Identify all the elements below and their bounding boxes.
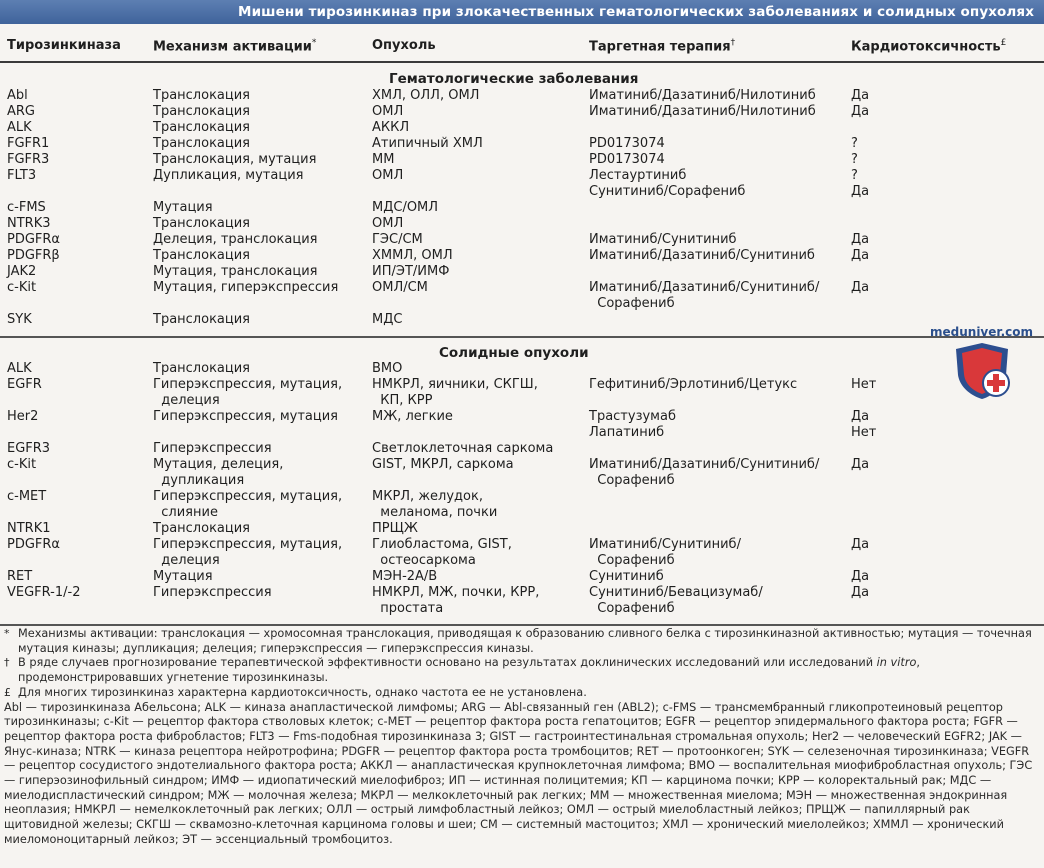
hematologic-cardiotoxicity-cell: ? Да bbox=[851, 168, 870, 199]
table-title: Мишени тирозинкиназ при злокачественных гематологических заболеваниях и солидных опухолях bbox=[238, 4, 1034, 20]
table-header bbox=[0, 38, 1044, 56]
solid-kinase-cell: Her2 bbox=[7, 409, 39, 424]
hematologic-kinase-cell: PDGFRβ bbox=[7, 248, 60, 263]
solid-therapy-cell: Сунитиниб/Бевацизумаб/ Сорафениб bbox=[589, 585, 763, 616]
section-solid: Солидные опухоли bbox=[439, 345, 589, 361]
hematologic-mechanism-cell: Дупликация, мутация bbox=[153, 168, 304, 183]
solid-tumor-cell: МЭН-2А/В bbox=[372, 569, 438, 584]
hematologic-cardiotoxicity-cell: Да bbox=[851, 104, 870, 119]
solid-tumor-cell: НМКРЛ, яичники, СКГШ, КП, КРР bbox=[372, 377, 538, 408]
hematologic-mechanism-cell: Мутация bbox=[153, 200, 213, 215]
footnote-mechanism bbox=[4, 627, 1040, 656]
hematologic-kinase-cell: Abl bbox=[7, 88, 28, 103]
hematologic-tumor-cell: ГЭС/СМ bbox=[372, 232, 423, 247]
footnote-mark-pound: £ bbox=[4, 685, 11, 699]
hematologic-tumor-cell: ХМЛ, ОЛЛ, ОМЛ bbox=[372, 88, 480, 103]
solid-cardiotoxicity-cell: Нет bbox=[851, 377, 877, 392]
solid-mechanism-cell: Гиперэкспрессия, мутация bbox=[153, 409, 338, 424]
solid-kinase-cell: ALK bbox=[7, 361, 32, 376]
hematologic-cardiotoxicity-cell: Да bbox=[851, 232, 870, 247]
section-hematologic: Гематологические заболевания bbox=[389, 71, 639, 87]
hematologic-kinase-cell: FGFR3 bbox=[7, 152, 50, 167]
hematologic-tumor-cell: МДС/ОМЛ bbox=[372, 200, 439, 215]
mechanism-footnote-mark: * bbox=[311, 38, 317, 48]
hematologic-cardiotoxicity-cell: ? bbox=[851, 136, 858, 151]
solid-therapy-cell: Иматиниб/Сунитиниб/ Сорафениб bbox=[589, 537, 741, 568]
hematologic-kinase-cell: PDGFRα bbox=[7, 232, 61, 247]
hematologic-mechanism-cell: Транслокация bbox=[153, 136, 251, 151]
footnote-mark-dagger: † bbox=[4, 656, 10, 670]
solid-mechanism-cell: Гиперэкспрессия, мутация, делеция bbox=[153, 377, 343, 408]
hematologic-mechanism-cell: Мутация, транслокация bbox=[153, 264, 318, 279]
solid-cardiotoxicity-cell: Да Нет bbox=[851, 409, 877, 440]
solid-kinase-cell: NTRK1 bbox=[7, 521, 51, 536]
hematologic-kinase-cell: ARG bbox=[7, 104, 35, 119]
watermark-text: meduniver.com bbox=[930, 325, 1034, 339]
hematologic-mechanism-cell: Транслокация, мутация bbox=[153, 152, 317, 167]
solid-tumor-cell: Светлоклеточная саркома bbox=[372, 441, 554, 456]
hematologic-tumor-cell: ОМЛ bbox=[372, 216, 404, 231]
solid-cardiotoxicity-cell: Да bbox=[851, 537, 870, 552]
hematologic-mechanism-cell: Транслокация bbox=[153, 120, 251, 135]
cardio-footnote-mark: £ bbox=[1000, 38, 1007, 48]
footnote-therapy-text-b: , продемонстрировавших угнетение тирозинкиназы. bbox=[18, 656, 924, 685]
hematologic-mechanism-cell: Транслокация bbox=[153, 88, 251, 103]
solid-therapy-cell: Иматиниб/Дазатиниб/Сунитиниб/ Сорафениб bbox=[589, 457, 820, 488]
footnote-mark-star: * bbox=[4, 627, 10, 640]
solid-mechanism-cell: Гиперэкспрессия, мутация, делеция bbox=[153, 537, 343, 568]
solid-therapy-cell: Сунитиниб bbox=[589, 569, 664, 584]
solid-tumor-cell: GIST, МКРЛ, саркома bbox=[372, 457, 514, 472]
solid-mechanism-cell: Транслокация bbox=[153, 521, 251, 536]
hematologic-kinase-cell: ALK bbox=[7, 120, 32, 135]
hematologic-kinase-cell: JAK2 bbox=[7, 264, 37, 279]
hematologic-tumor-cell: ММ bbox=[372, 152, 395, 167]
solid-cardiotoxicity-cell: Да bbox=[851, 457, 870, 472]
header-cardiotoxicity: Кардиотоксичность£ bbox=[851, 38, 1007, 55]
hematologic-kinase-cell: SYK bbox=[7, 312, 32, 327]
hematologic-tumor-cell: ИП/ЭТ/ИМФ bbox=[372, 264, 450, 279]
footnote-therapy bbox=[4, 656, 1040, 685]
solid-therapy-cell: Гефитиниб/Эрлотиниб/Цетукс bbox=[589, 377, 798, 392]
hematologic-mechanism-cell: Транслокация bbox=[153, 216, 251, 231]
header-rule bbox=[0, 61, 1044, 63]
solid-kinase-cell: EGFR bbox=[7, 377, 42, 392]
hematologic-tumor-cell: ОМЛ/СМ bbox=[372, 280, 428, 295]
footnote-abbreviations: Abl — тирозинкиназа Абельсона; ALK — киназа анапластической лимфомы; ARG — Abl-связанный ген (ABL2); c-FMS — трансмембранный гликопротеиновый рецептор тирозинкиназы; c-Kit — рецептор фактора стволовых клеток; c-MET — рецептор фактора роста гепатоцитов; EGFR — рецептор эпидермального фактора роста; FGFR — рецептор фактора роста фибробластов; FLT3 — Fms-подобная тирозинкиназа 3; GIST — гастроинтестинальная стромальная опухоль; Her2 — человеческий EGFR2; JAK — Янус-киназа; NTRK — киназа рецептора нейротрофина; PDGFR — рецептор фактора роста тромбоцитов; RET — протоонкоген; SYK — селезеночная тирозинкиназа; VEGFR — рецептор сосудистого эндотелиального фактора роста; АККЛ — анапластическая крупноклеточная лимфома; ВМО — воспалительная миофибробластная опухоль; ГЭС — гиперэозинофильный синдром; ИМФ — идиопатический миелофиброз; ИП — истинная полицитемия; КП — карцинома почки; КРР — колоректальный рак; МДС — миелодиспластический синдром; МЖ — молочная железа; МКРЛ — мелкоклеточный рак легких; ММ — множественная миелома; МЭН — множественная эндокринная неоплазия; НМКРЛ — немелкоклеточный рак легких; ОЛЛ — острый лимфобластный лейкоз; ОМЛ — острый миелобластный лейкоз; ПРЩЖ — папиллярный рак щитовидной железы; СКГШ — сквамозно-клеточная карцинома головы и шеи; СМ — системный мастоцитоз; ХМЛ — хронический миелолейкоз; ХММЛ — хронический миеломоноцитарный лейкоз; ЭТ — эссенциальный тромбоцитоз. bbox=[4, 700, 1036, 846]
solid-tumor-cell: МКРЛ, желудок, меланома, почки bbox=[372, 489, 498, 520]
hematologic-tumor-cell: Атипичный ХМЛ bbox=[372, 136, 483, 151]
shield-cross-icon bbox=[952, 341, 1014, 401]
solid-mechanism-cell: Транслокация bbox=[153, 361, 251, 376]
solid-cardiotoxicity-cell: Да bbox=[851, 585, 870, 600]
hematologic-cardiotoxicity-cell: Да bbox=[851, 280, 870, 295]
hematologic-therapy-cell: Иматиниб/Дазатиниб/Нилотиниб bbox=[589, 104, 816, 119]
header-mechanism: Механизм активации* bbox=[153, 38, 317, 55]
watermark bbox=[922, 325, 1032, 401]
solid-kinase-cell: EGFR3 bbox=[7, 441, 51, 456]
title-bar bbox=[0, 0, 1044, 24]
hematologic-tumor-cell: ХММЛ, ОМЛ bbox=[372, 248, 453, 263]
solid-tumor-cell: ВМО bbox=[372, 361, 403, 376]
solid-tumor-cell: НМКРЛ, МЖ, почки, КРР, простата bbox=[372, 585, 540, 616]
hematologic-tumor-cell: АККЛ bbox=[372, 120, 410, 135]
hematologic-therapy-cell: Иматиниб/Сунитиниб bbox=[589, 232, 737, 247]
hematologic-tumor-cell: МДС bbox=[372, 312, 403, 327]
footnotes bbox=[4, 627, 1040, 848]
footnote-cardio-text: Для многих тирозинкиназ характерна кардиотоксичность, однако частота ее не установлена. bbox=[18, 685, 587, 699]
hematologic-therapy-cell: Иматиниб/Дазатиниб/Нилотиниб bbox=[589, 88, 816, 103]
footnote-cardio bbox=[4, 686, 1040, 701]
hematologic-mechanism-cell: Транслокация bbox=[153, 312, 251, 327]
solid-mechanism-cell: Гиперэкспрессия bbox=[153, 441, 272, 456]
hematologic-tumor-cell: ОМЛ bbox=[372, 168, 404, 183]
hematologic-therapy-cell: Иматиниб/Дазатиниб/Сунитиниб/ Сорафениб bbox=[589, 280, 820, 311]
hematologic-kinase-cell: FGFR1 bbox=[7, 136, 50, 151]
hematologic-mechanism-cell: Транслокация bbox=[153, 248, 251, 263]
header-therapy: Таргетная терапия† bbox=[589, 38, 736, 55]
solid-kinase-cell: c-Kit bbox=[7, 457, 37, 472]
solid-kinase-cell: RET bbox=[7, 569, 33, 584]
solid-kinase-cell: PDGFRα bbox=[7, 537, 61, 552]
hematologic-mechanism-cell: Мутация, гиперэкспрессия bbox=[153, 280, 339, 295]
solid-mechanism-cell: Гиперэкспрессия bbox=[153, 585, 272, 600]
hematologic-therapy-cell: PD0173074 bbox=[589, 152, 665, 167]
header-kinase: Тирозинкиназа bbox=[7, 38, 121, 53]
hematologic-kinase-cell: NTRK3 bbox=[7, 216, 51, 231]
hematologic-cardiotoxicity-cell: ? bbox=[851, 152, 858, 167]
section-divider bbox=[0, 336, 1044, 338]
hematologic-cardiotoxicity-cell: Да bbox=[851, 248, 870, 263]
hematologic-kinase-cell: c-Kit bbox=[7, 280, 37, 295]
solid-tumor-cell: ПРЩЖ bbox=[372, 521, 418, 536]
hematologic-mechanism-cell: Транслокация bbox=[153, 104, 251, 119]
hematologic-therapy-cell: Лестауртиниб Сунитиниб/Сорафениб bbox=[589, 168, 746, 199]
hematologic-tumor-cell: ОМЛ bbox=[372, 104, 404, 119]
footnote-therapy-text-a: В ряде случаев прогнозирование терапевтической эффективности основано на результатах доклинических исследований или исследований bbox=[18, 656, 877, 670]
hematologic-cardiotoxicity-cell: Да bbox=[851, 88, 870, 103]
solid-tumor-cell: МЖ, легкие bbox=[372, 409, 453, 424]
footnote-therapy-italic: in vitro bbox=[876, 656, 917, 670]
solid-tumor-cell: Глиобластома, GIST, остеосаркома bbox=[372, 537, 512, 568]
solid-kinase-cell: VEGFR-1/-2 bbox=[7, 585, 81, 600]
table-bottom-rule bbox=[0, 624, 1044, 626]
hematologic-therapy-cell: Иматиниб/Дазатиниб/Сунитиниб bbox=[589, 248, 815, 263]
hematologic-kinase-cell: FLT3 bbox=[7, 168, 37, 183]
therapy-footnote-mark: † bbox=[730, 38, 736, 48]
footnote-mechanism-text: Механизмы активации: транслокация — хромосомная транслокация, приводящая к образованию сливного белка с тирозинкиназной активностью; мутация — точечная мутация киназы; дупликация; делеция; гиперэкспрессия — гиперэкспрессия киназы. bbox=[18, 627, 1036, 655]
hematologic-kinase-cell: c-FMS bbox=[7, 200, 46, 215]
hematologic-therapy-cell: PD0173074 bbox=[589, 136, 665, 151]
solid-therapy-cell: Трастузумаб Лапатиниб bbox=[589, 409, 676, 440]
solid-mechanism-cell: Гиперэкспрессия, мутация, слияние bbox=[153, 489, 343, 520]
header-tumor: Опухоль bbox=[372, 38, 436, 53]
hematologic-mechanism-cell: Делеция, транслокация bbox=[153, 232, 318, 247]
solid-mechanism-cell: Мутация, делеция, дупликация bbox=[153, 457, 284, 488]
solid-kinase-cell: c-MET bbox=[7, 489, 47, 504]
solid-mechanism-cell: Мутация bbox=[153, 569, 213, 584]
solid-cardiotoxicity-cell: Да bbox=[851, 569, 870, 584]
